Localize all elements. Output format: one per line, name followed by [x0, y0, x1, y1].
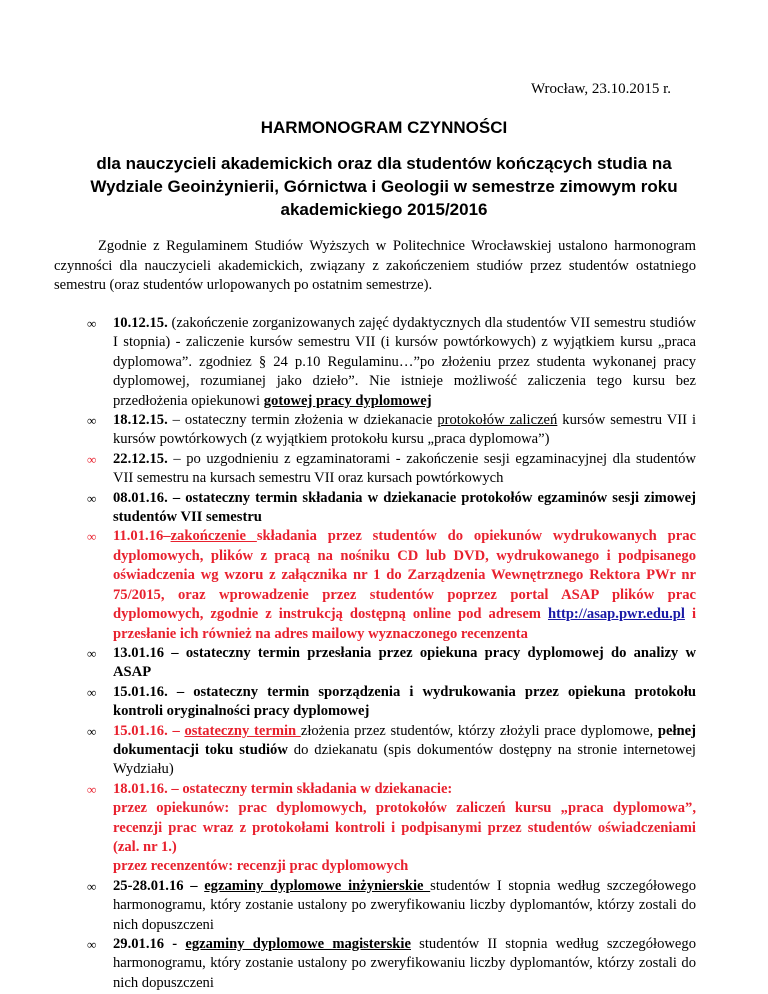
item-date: 08.01.16.: [113, 489, 168, 506]
item-text-underlined: egzaminy dyplomowe magisterskie: [185, 936, 411, 952]
item-text-underlined: zakończenie: [170, 528, 257, 545]
item-text: składania przez studentów do opiekunów wydrukowanych prac dyplomowych, plików z pracą na nośniku CD lub DVD, wydrukowanego i podpisanego oświadczenia wg wzoru z załącznika nr 1 do Zarządzenia Wewnętrznego Rektora PWr nr 75/2015, oraz wprowadzenie przez studentów poprzez portal ASAP plików prac dyplomowych, zgodnie z instrukcją dostępną online pod adresem: [113, 528, 696, 623]
item-text: i przesłanie ich również na adres mailowy wyznaczonego recenzenta: [113, 606, 696, 642]
item-date: 10.12.15.: [113, 315, 168, 331]
item-text-bold: –: [183, 877, 205, 894]
list-item: [87, 877, 696, 935]
list-item: [87, 314, 696, 411]
item-date: 22.12.15.: [113, 450, 168, 467]
item-text: złożenia przez studentów, którzy złożyli prace dyplomowe,: [300, 722, 658, 739]
date-line: Wrocław, 23.10.2015 r.: [530, 81, 671, 97]
list-item: [87, 722, 696, 780]
infinity-bullet-icon: ∞: [87, 490, 97, 506]
page-subtitle: dla nauczycieli akademickich oraz dla studentów kończących studia na Wydziale Geoinżynierii, Górnictwa i Geologii w semestrze zimowym roku akademickiego 2015/2016: [90, 154, 678, 219]
item-text-bold: -: [164, 936, 186, 952]
list-item: [87, 489, 696, 528]
infinity-bullet-icon: ∞: [87, 451, 97, 467]
intro-paragraph: Zgodnie z Regulaminem Studiów Wyższych w Politechnice Wrocławskiej ustalono harmonogram czynności dla nauczycieli akademickich, związany z zakończeniem studiów przez studentów ostatniego semestru (oraz studentów urlopowanych po ostatnim semestrze).: [54, 238, 696, 294]
list-item: [87, 935, 696, 993]
item-text-underlined: ostateczny termin: [184, 722, 301, 739]
infinity-bullet-icon: ∞: [87, 723, 97, 739]
item-text: do dziekanatu (spis dokumentów dostępny na stronie internetowej Wydziału): [113, 741, 696, 778]
item-text: – ostateczny termin złożenia w dziekanacie: [167, 412, 438, 429]
item-date: 15.01.16.: [113, 683, 168, 700]
list-item: [87, 780, 696, 877]
asap-link[interactable]: http://asap.pwr.edu.pl: [547, 606, 685, 623]
list-item: [87, 644, 696, 683]
infinity-bullet-icon: ∞: [87, 878, 97, 894]
infinity-bullet-icon: ∞: [87, 316, 97, 331]
item-text: – ostateczny termin sporządzenia i wydrukowania przez opiekuna protokołu kontroli oryginalności pracy dyplomowej: [113, 683, 696, 720]
infinity-bullet-icon: ∞: [87, 937, 97, 952]
item-text: przez opiekunów: prac dyplomowych, protokołów zaliczeń kursu „praca dyplomowa”, recenzji prac wraz z protokołami kontroli i podpisanymi przez studentów oświadczeniami (zal. nr 1.): [113, 800, 696, 855]
item-text: (zakończenie zorganizowanych zajęć dydaktycznych dla studentów VII semestru studiów I stopnia) - zaliczenie kursów semestru VII (i kursów powtórkowych) z wyjątkiem kursu „praca dyplomowa”. zgodniez § 24 p.10 Regulaminu…”po złożeniu przez studenta wykonanej pracy dyplomowej, rozumianej jako dzieło”. Nie istnieje możliwość zaliczenia tego kursu bez przedłożenia opiekunowi: [113, 315, 696, 409]
item-text: studentów II stopnia według szczegółowego harmonogramu, który zostanie ustalony po zweryfikowaniu liczby dyplomantów, którzy zostali do nich dopuszczeni: [113, 936, 696, 991]
infinity-bullet-icon: ∞: [87, 413, 97, 429]
item-text: 18.01.16. – ostateczny termin składania w dziekanacie:: [113, 780, 453, 797]
item-text: – ostateczny termin składania w dziekanacie protokołów egzaminów sesji zimowej studentów VII semestru: [113, 489, 696, 526]
item-date: 18.12.15.: [113, 412, 168, 429]
item-text-underlined: protokołów zaliczeń: [437, 412, 558, 429]
infinity-bullet-icon: ∞: [87, 684, 97, 700]
item-date: 13.01.16: [113, 644, 165, 661]
infinity-bullet-icon: ∞: [87, 529, 97, 545]
item-text: przez recenzentów: recenzji prac dyplomowych: [113, 858, 409, 875]
item-date: 29.01.16: [113, 936, 165, 952]
infinity-bullet-icon: ∞: [87, 781, 97, 797]
item-text: – ostateczny termin przesłania przez opiekuna pracy dyplomowej do analizy w ASAP: [113, 644, 696, 681]
item-text-underlined: gotowej pracy dyplomowej: [263, 392, 432, 409]
list-item: [87, 527, 696, 643]
item-text-bold: pełnej dokumentacji toku studiów: [113, 722, 696, 758]
item-text: kursów semestru VII i kursów powtórkowych (z wyjątkiem protokołu kursu „praca dyplomowa”): [113, 412, 696, 448]
infinity-bullet-icon: ∞: [87, 645, 97, 661]
list-item: [87, 683, 696, 722]
item-text-underlined: egzaminy dyplomowe inżynierskie: [204, 877, 431, 894]
list-item: [87, 450, 696, 489]
item-date: 15.01.16. –: [113, 722, 185, 739]
list-item: [87, 411, 696, 450]
item-text: – po uzgodnieniu z egzaminatorami - zakończenie sesji egzaminacyjnej dla studentów VII semestru na kursach semestru VII oraz kursach powtórkowych: [113, 450, 696, 487]
item-date: 11.01.16–: [113, 528, 171, 545]
item-date: 25-28.01.16: [113, 877, 184, 894]
schedule-list: [0, 314, 768, 993]
page-title: HARMONOGRAM CZYNNOŚCI: [260, 118, 508, 137]
item-text: studentów I stopnia według szczegółowego harmonogramu, który zostanie ustalony po zweryfikowaniu liczby dyplomantów, którzy zostali do nich dopuszczeni: [113, 877, 696, 933]
